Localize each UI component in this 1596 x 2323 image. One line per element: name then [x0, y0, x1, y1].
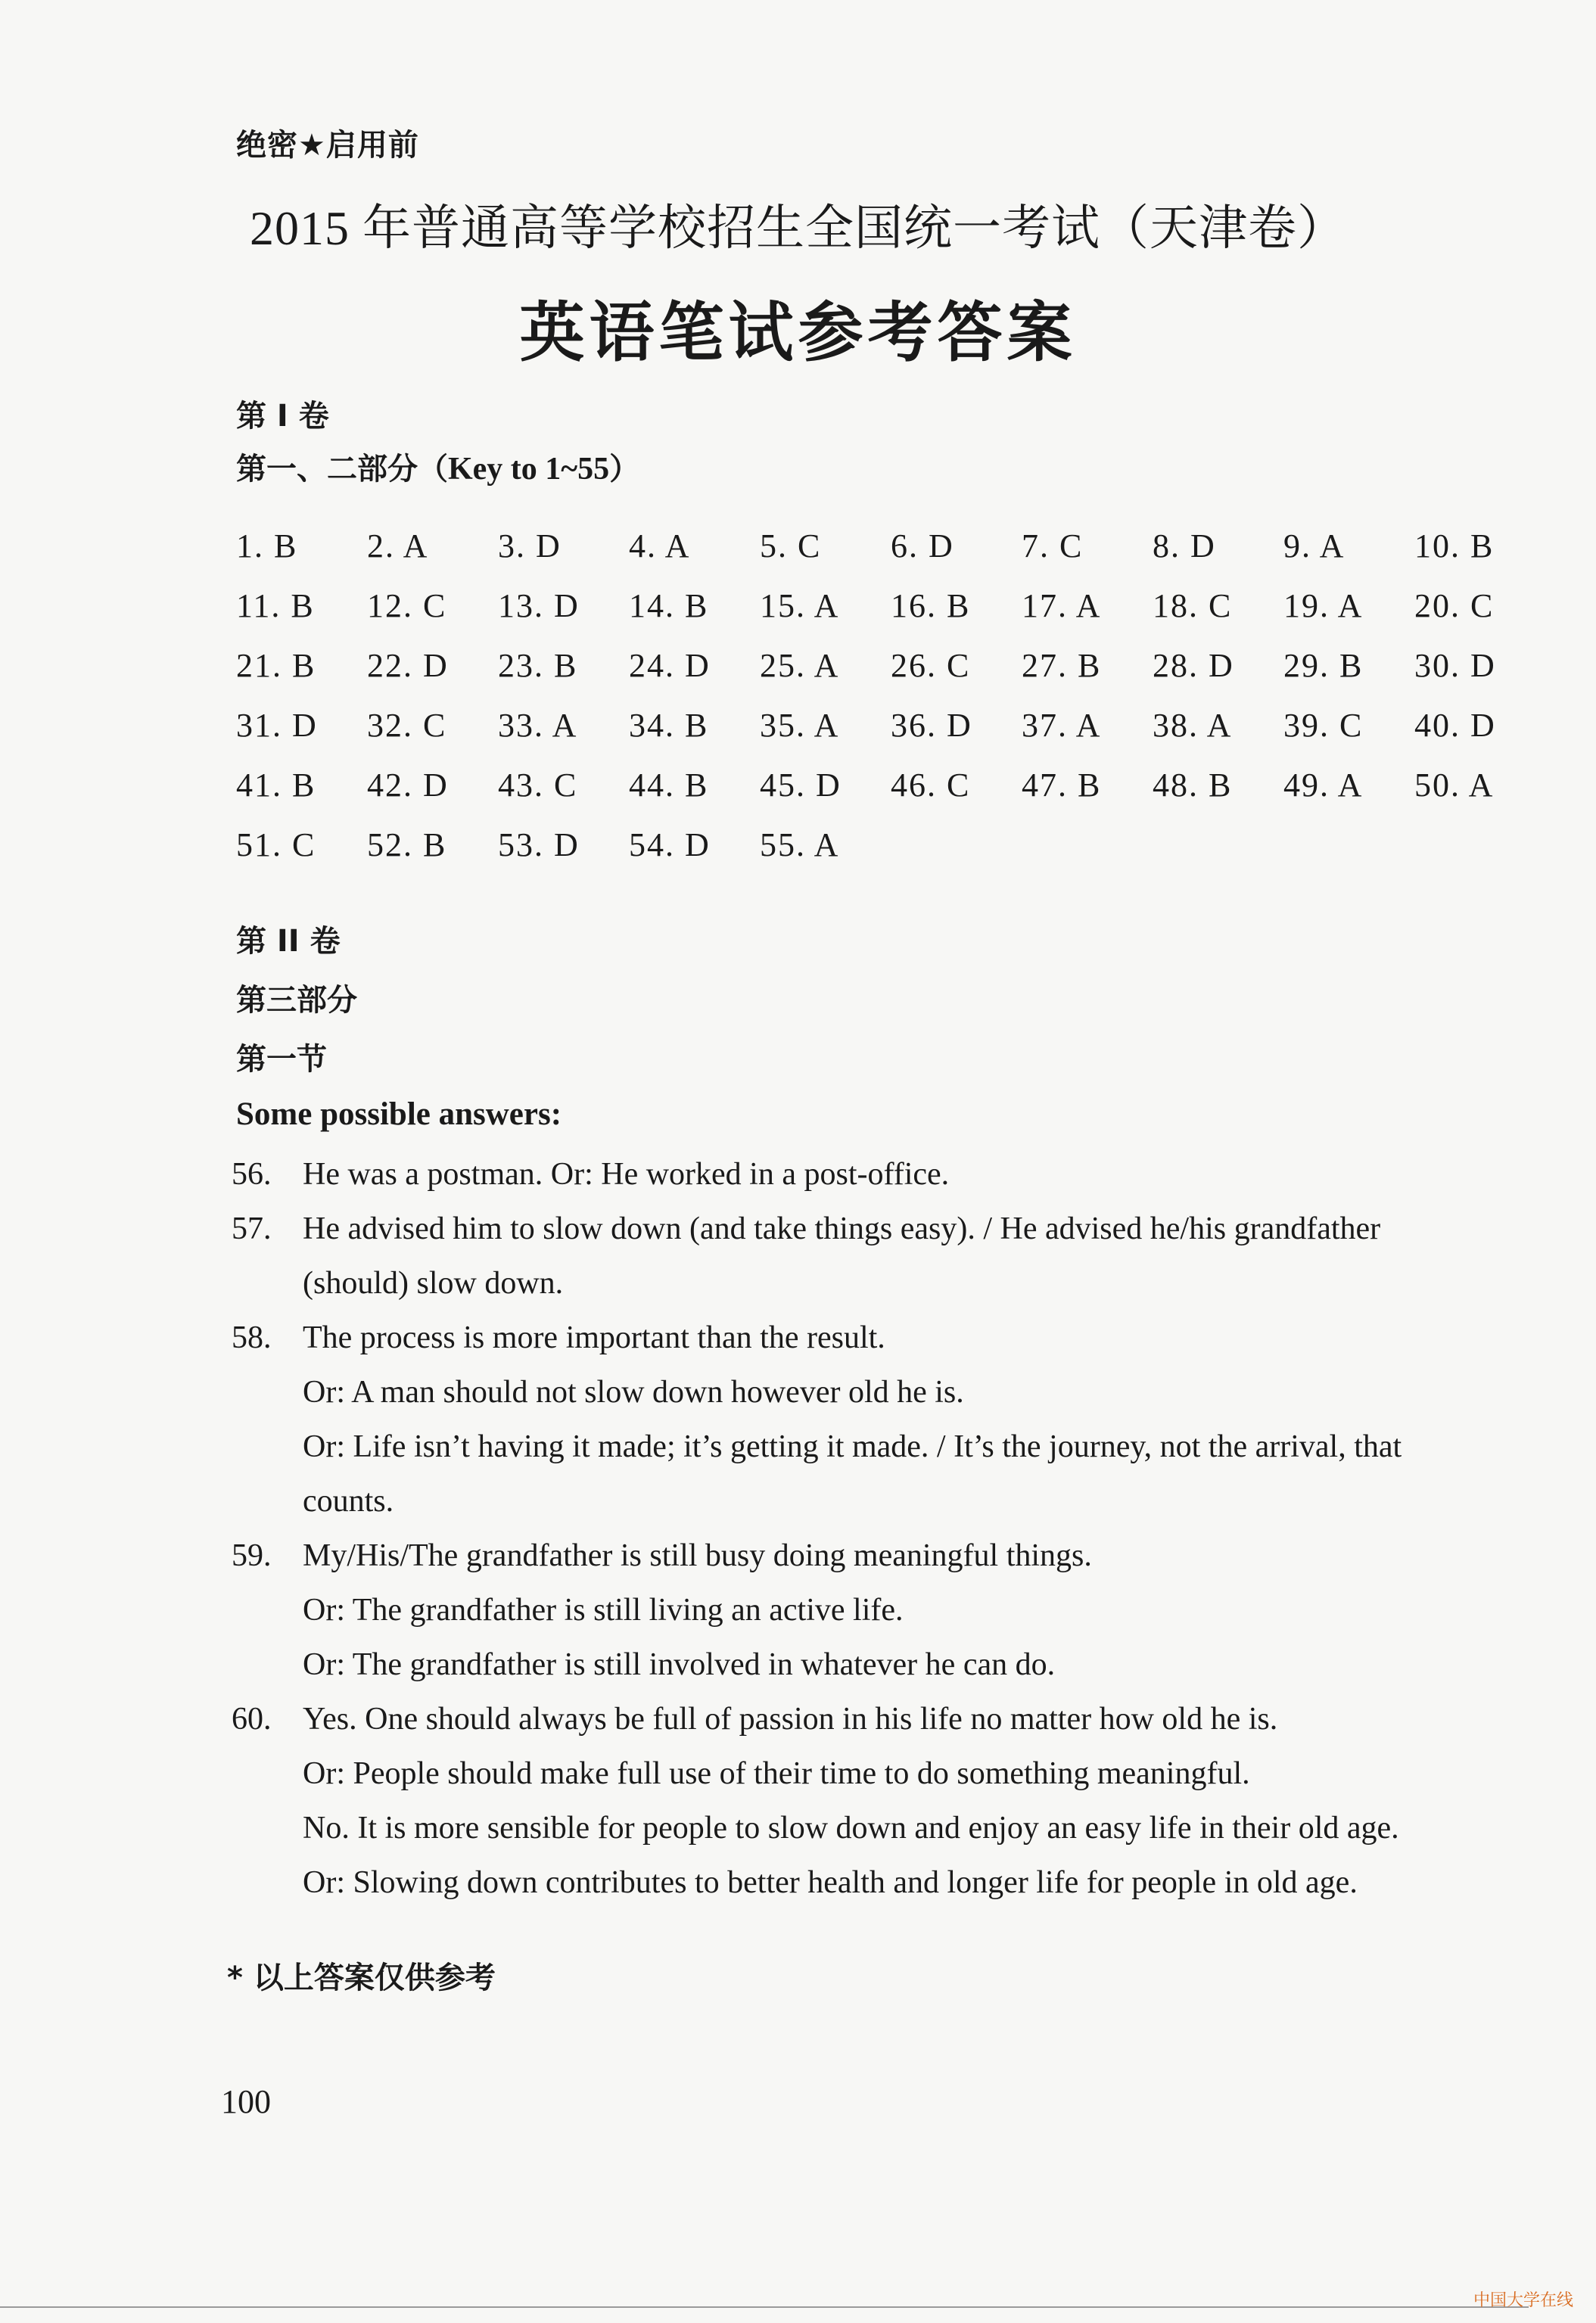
answer-item: 28. D — [1153, 647, 1234, 684]
answer-item: 40. D — [1414, 707, 1496, 744]
answer-item: 29. B — [1283, 647, 1364, 684]
answer-question-56 — [0, 1147, 1596, 1202]
answer-line: My/His/The grandfather is still busy doing meaningful things. — [303, 1538, 1092, 1573]
answer-item: 6. D — [891, 527, 954, 564]
answer-question-57 — [0, 1202, 1596, 1311]
confidential-label: 绝密★启用前 — [236, 128, 419, 163]
answer-item: 8. D — [1153, 527, 1216, 564]
answer-question-58 — [0, 1311, 1596, 1528]
answer-line: Or: The grandfather is still involved in whatever he can do. — [303, 1647, 1056, 1682]
answer-item: 45. D — [760, 767, 842, 804]
answer-item: 23. B — [498, 647, 578, 684]
answer-item: 33. A — [498, 707, 578, 744]
question-number: 60. — [232, 1702, 272, 1737]
answer-item: 11. B — [236, 587, 315, 624]
answer-item: 39. C — [1283, 707, 1364, 744]
answer-row — [236, 826, 1523, 885]
part-3-heading: 第三部分 — [236, 983, 357, 1018]
answer-item: 20. C — [1414, 587, 1495, 624]
answer-item: 17. A — [1022, 587, 1102, 624]
section-heading-en: Key to 1~55 — [448, 452, 610, 487]
answer-row — [236, 766, 1523, 826]
answer-item: 3. D — [498, 527, 562, 564]
answer-item: 50. A — [1414, 767, 1495, 804]
answer-question-60 — [0, 1692, 1596, 1910]
answer-question-59 — [0, 1528, 1596, 1692]
answer-item: 53. D — [498, 826, 580, 863]
answer-row — [236, 586, 1523, 646]
document-title: 英语笔试参考答案 — [519, 295, 1077, 371]
answer-item: 10. B — [1414, 527, 1495, 564]
answer-item: 15. A — [760, 587, 840, 624]
answer-line: Or: Life isn’t having it made; it’s getting it made. / It’s the journey, not the arrival, that — [303, 1429, 1402, 1464]
answer-item: 2. A — [367, 527, 429, 564]
possible-answers-heading: Some possible answers: — [236, 1096, 562, 1132]
open-answers-list — [0, 1147, 1596, 1910]
answer-item: 43. C — [498, 767, 578, 804]
answer-item: 1. B — [236, 527, 298, 564]
answer-item: 38. A — [1153, 707, 1233, 744]
answer-line: (should) slow down. — [303, 1266, 564, 1301]
section-1-heading: 第一节 — [236, 1042, 327, 1077]
answer-line: Or: Slowing down contributes to better health and longer life for people in old age. — [303, 1865, 1358, 1900]
answer-item: 19. A — [1283, 587, 1364, 624]
answer-row — [236, 646, 1523, 706]
answer-item: 4. A — [629, 527, 691, 564]
answer-item: 21. B — [236, 647, 316, 684]
answer-item: 44. B — [629, 767, 709, 804]
answer-item: 54. D — [629, 826, 711, 863]
section-1-2-heading — [236, 445, 639, 488]
answer-item: 18. C — [1153, 587, 1233, 624]
answer-item: 5. C — [760, 527, 822, 564]
answer-item: 32. C — [367, 707, 447, 744]
answer-line: The process is more important than the result. — [303, 1320, 885, 1355]
answer-item: 51. C — [236, 826, 316, 863]
section-heading-end: ） — [609, 452, 640, 487]
answer-key-grid — [236, 527, 1523, 885]
answer-item: 31. D — [236, 707, 318, 744]
answer-line: Or: The grandfather is still living an active life. — [303, 1593, 904, 1628]
answer-item: 9. A — [1283, 527, 1346, 564]
page-number: 100 — [221, 2083, 271, 2120]
answer-item: 49. A — [1283, 767, 1364, 804]
question-number: 57. — [232, 1211, 272, 1246]
reference-note: * 以上答案仅供参考 — [227, 1961, 496, 1995]
watermark: 中国大学在线 — [1473, 2291, 1573, 2310]
answer-line: counts. — [303, 1484, 394, 1519]
answer-item: 55. A — [760, 826, 840, 863]
question-number: 58. — [232, 1320, 272, 1355]
exam-title: 2015 年普通高等学校招生全国统一考试（天津卷） — [250, 201, 1346, 255]
answer-item: 41. B — [236, 767, 316, 804]
volume-2-heading: 第 II 卷 — [236, 924, 341, 959]
answer-item: 22. D — [367, 647, 449, 684]
answer-item: 24. D — [629, 647, 711, 684]
answer-line: No. It is more sensible for people to slow down and enjoy an easy life in their old age. — [303, 1811, 1399, 1846]
answer-item: 13. D — [498, 587, 580, 624]
answer-line: Or: A man should not slow down however old he is. — [303, 1375, 964, 1410]
question-number: 56. — [232, 1157, 272, 1192]
answer-item: 42. D — [367, 767, 449, 804]
answer-item: 48. B — [1153, 767, 1233, 804]
answer-item: 27. B — [1022, 647, 1102, 684]
answer-item: 7. C — [1022, 527, 1084, 564]
answer-item: 26. C — [891, 647, 971, 684]
answer-item: 52. B — [367, 826, 447, 863]
answer-line: Yes. One should always be full of passion in his life no matter how old he is. — [303, 1702, 1278, 1737]
answer-item: 34. B — [629, 707, 709, 744]
answer-item: 35. A — [760, 707, 840, 744]
answer-item: 46. C — [891, 767, 971, 804]
question-number: 59. — [232, 1538, 272, 1573]
answer-line: Or: People should make full use of their time to do something meaningful. — [303, 1756, 1250, 1791]
answer-item: 36. D — [891, 707, 972, 744]
answer-item: 37. A — [1022, 707, 1102, 744]
answer-row — [236, 527, 1523, 586]
bottom-rule — [0, 2306, 1529, 2308]
answer-line: He was a postman. Or: He worked in a post-office. — [303, 1157, 950, 1192]
section-heading-cn: 第一、二部分（ — [236, 452, 448, 487]
answer-item: 12. C — [367, 587, 447, 624]
answer-item: 30. D — [1414, 647, 1496, 684]
answer-item: 14. B — [629, 587, 709, 624]
answer-line: He advised him to slow down (and take things easy). / He advised he/his grandfather — [303, 1211, 1381, 1246]
answer-item: 47. B — [1022, 767, 1102, 804]
answer-row — [236, 706, 1523, 766]
volume-1-heading: 第 I 卷 — [236, 399, 329, 434]
answer-item: 25. A — [760, 647, 840, 684]
answer-item: 16. B — [891, 587, 971, 624]
